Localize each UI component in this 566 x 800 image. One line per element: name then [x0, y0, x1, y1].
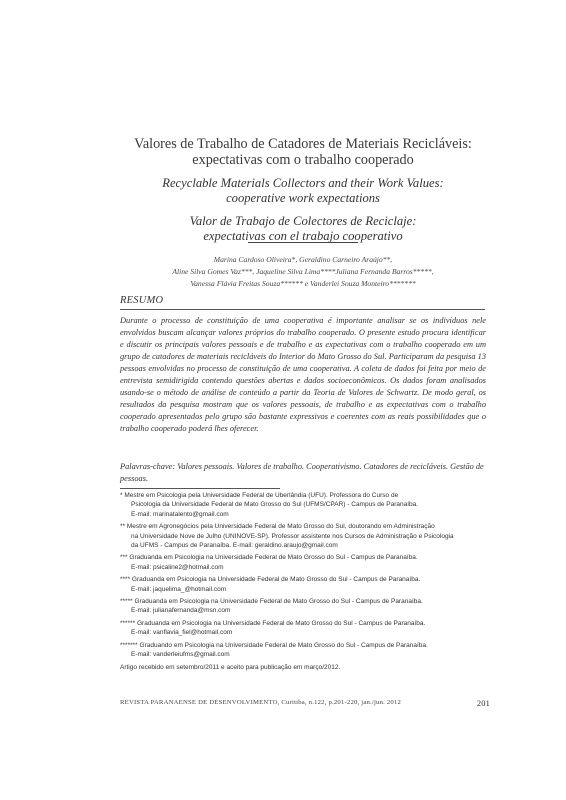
article-titles: [118, 136, 488, 244]
footnote-email: E-mail: psicaline2@hotmail.com: [131, 563, 224, 571]
footnote: [120, 641, 486, 660]
author-line: Aline Silva Gomes Vaz***, Jaqueline Silva Lima****Juliana Fernanda Barros*****,: [172, 267, 434, 276]
footnote: [120, 597, 486, 616]
title-english: [118, 176, 488, 206]
title-portuguese-line: Valores de Trabalho de Catadores de Materiais Recicláveis:: [134, 136, 472, 152]
footnote-line: ** Mestre em Agronegócios pela Universidade Federal de Mato Grosso do Sul, doutorando em Administração: [120, 523, 435, 531]
author-line: Marina Cardoso Oliveira*, Geraldino Carneiro Araújo**,: [213, 255, 393, 264]
title-spanish-line: Valor de Trabajo de Colectores de Reciclaje:: [189, 214, 417, 228]
footnote-email: E-mail: jaquelima_@hotmail.com: [131, 585, 227, 593]
footnote-email: E-mail: vanderleiufms@gmail.com: [131, 651, 230, 659]
abstract-divider: [120, 309, 485, 310]
title-divider: [248, 242, 358, 243]
title-spanish-line: expectativas con el trabajo cooperativo: [203, 229, 403, 243]
title-english-line: cooperative work expectations: [226, 191, 380, 205]
footnote-line: ****** Graduanda em Psicologia na Universidade Federal de Mato Grosso do Sul - Campus de Paranaíba.: [120, 619, 426, 627]
footnote-email: E-mail: marinatalento@gmail.com: [131, 510, 229, 518]
footnote-divider: [120, 488, 280, 489]
footnote-email: E-mail: vanflavia_fiel@hotmail.com: [131, 629, 233, 637]
footnote-line: Psicologia da Universidade Federal de Mato Grosso do Sul (UFMS/CPAR) - Campus de Paranaíba.: [131, 501, 419, 509]
abstract-text: Durante o processo de constituição de uma cooperativa é importante analisar se os indivíduos nele envolvidos buscam alcançar valores próprios do trabalho cooperado. O presente estudo procura identificar e discutir os principais valores pessoais e de trabalho e as expectativas com o trabalho cooperado em um grupo de catadores de materiais recicláveis do Interior do Mato Grosso do Sul. Participaram da pesquisa 13 pessoas envolvidas no processo de constituição de uma cooperativa. A coleta de dados foi feita por meio de entrevista semidirigida contendo questões abertas e dados socioeconômicos. Os dados foram analisados usando-se o método de análise de conteúdo a partir da Teoria de Valores de Schwartz. De modo geral, os resultados da pesquisa mostram que os valores pessoais, de trabalho e as expectativas com o trabalho cooperado apresentados pelo grupo são bastante expressivos e coerentes com as reais possibilidades que o trabalho cooperado poderá lhes oferecer.: [120, 316, 486, 433]
footnote-line: **** Graduanda em Psicologia na Universidade Federal de Mato Grosso do Sul - Campus de Paranaíba.: [120, 576, 421, 584]
journal-citation: REVISTA PARANAENSE DE DESENVOLVIMENTO, Curitiba, n.122, p.201-220, jan./jun. 2012: [120, 699, 402, 706]
footnote: [120, 619, 486, 638]
footnote-email: da UFMS - Campus de Paranaíba. E-mail: geraldino.araujo@gmail.com: [131, 542, 338, 550]
footnotes: [120, 491, 486, 672]
title-portuguese: [118, 136, 488, 168]
author-line: Vanessa Flávia Freitas Souza****** e Vanderlei Souza Monteiro*******: [190, 279, 416, 288]
keywords: Palavras-chave: Valores pessoais. Valores de trabalho. Cooperativismo. Catadores de recicláveis. Gestão de pessoas.: [120, 462, 484, 483]
footnote-line: ******* Graduando em Psicologia na Universidade Federal de Mato Grosso do Sul - Campus de Paranaíba.: [120, 641, 428, 649]
received-date: Artigo recebido em setembro/2011 e aceito para publicação em março/2012.: [120, 663, 341, 671]
page-number: 201: [476, 699, 490, 708]
footnote-email: E-mail: julianafernanda@msn.com: [131, 607, 231, 615]
title-english-line: Recyclable Materials Collectors and their Work Values:: [162, 176, 444, 190]
page-footer: [120, 699, 490, 708]
footnote: [120, 522, 486, 550]
footnote-line: na Universidade Nove de Julho (UNINOVE-SP). Professor assistente nos Cursos de Administração e Psicologia: [131, 532, 454, 540]
footnote: [120, 575, 486, 594]
footnote-line: *** Graduanda em Psicologia na Universidade Federal de Mato Grosso do Sul - Campus de Paranaíba.: [120, 554, 418, 562]
footnote: [120, 553, 486, 572]
abstract-heading: RESUMO: [120, 295, 164, 306]
title-portuguese-line: expectativas com o trabalho cooperado: [192, 152, 414, 168]
author-list: [110, 254, 496, 290]
footnote-line: ***** Graduanda em Psicologia na Universidade Federal de Mato Grosso do Sul - Campus de Paranaíba.: [120, 598, 423, 606]
footnote: [120, 491, 486, 519]
title-spanish: [118, 214, 488, 244]
footnote-line: * Mestre em Psicologia pela Universidade Federal de Uberlândia (UFU). Professora do Curso de: [120, 492, 399, 499]
